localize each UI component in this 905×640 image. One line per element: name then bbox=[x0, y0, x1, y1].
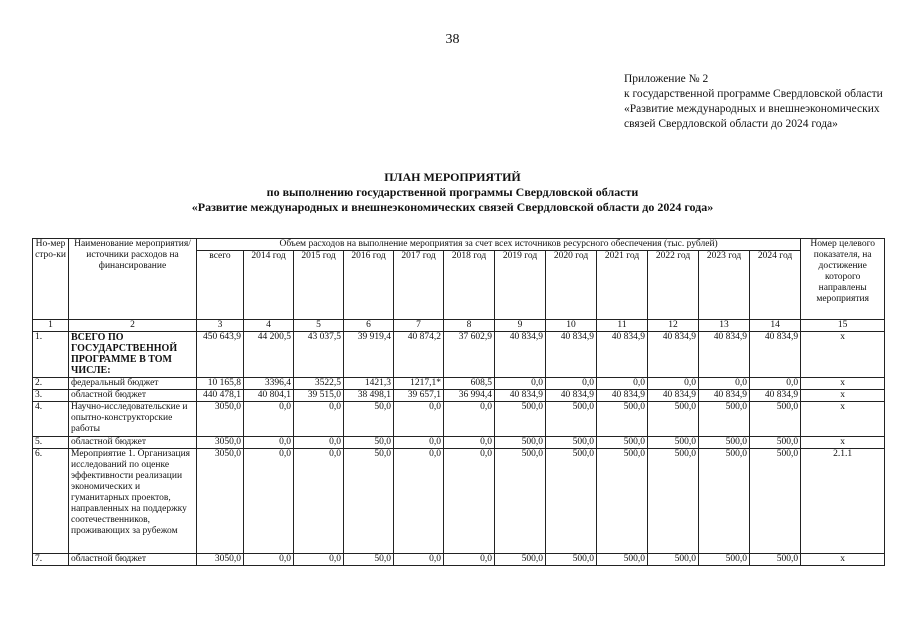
value-cell: 500,0 bbox=[648, 554, 699, 566]
value-cell: 40 834,9 bbox=[597, 332, 648, 378]
header-col: 2020 год bbox=[546, 251, 597, 320]
plan-table-body bbox=[33, 332, 885, 566]
value-cell: 1217,1* bbox=[394, 378, 444, 390]
column-number: 11 bbox=[597, 320, 648, 332]
value-cell: 500,0 bbox=[495, 402, 546, 437]
row-number: 7. bbox=[33, 554, 69, 566]
value-cell: 38 498,1 bbox=[344, 390, 394, 402]
value-cell: 39 515,0 bbox=[294, 390, 344, 402]
row-number: 4. bbox=[33, 402, 69, 437]
table-row bbox=[33, 332, 885, 378]
row-name: федеральный бюджет bbox=[69, 378, 197, 390]
header-col: 2023 год bbox=[699, 251, 750, 320]
header-col: 2018 год bbox=[444, 251, 495, 320]
value-cell: 500,0 bbox=[648, 449, 699, 554]
column-number: 13 bbox=[699, 320, 750, 332]
value-cell: 500,0 bbox=[750, 554, 801, 566]
value-cell: 0,0 bbox=[648, 378, 699, 390]
header-col: 2021 год bbox=[597, 251, 648, 320]
indicator-cell: 2.1.1 bbox=[801, 449, 885, 554]
appendix-line-2: к государственной программе Свердловской области «Развитие международных и внешнеэкономических связей Свердловской области до 2024 года» bbox=[624, 88, 883, 130]
value-cell: 40 834,9 bbox=[546, 390, 597, 402]
value-cell: 40 834,9 bbox=[597, 390, 648, 402]
value-cell: 0,0 bbox=[394, 402, 444, 437]
value-cell: 40 834,9 bbox=[495, 390, 546, 402]
column-numbers-row bbox=[33, 320, 885, 332]
value-cell: 0,0 bbox=[444, 554, 495, 566]
value-cell: 0,0 bbox=[244, 402, 294, 437]
appendix-line-1: Приложение № 2 bbox=[624, 73, 709, 85]
value-cell: 3050,0 bbox=[197, 402, 244, 437]
value-cell: 40 834,9 bbox=[648, 332, 699, 378]
header-col: 2017 год bbox=[394, 251, 444, 320]
column-number: 6 bbox=[344, 320, 394, 332]
column-number: 15 bbox=[801, 320, 885, 332]
value-cell: 0,0 bbox=[394, 437, 444, 449]
table-row bbox=[33, 378, 885, 390]
value-cell: 10 165,8 bbox=[197, 378, 244, 390]
column-number: 7 bbox=[394, 320, 444, 332]
indicator-cell: x bbox=[801, 554, 885, 566]
value-cell: 500,0 bbox=[750, 437, 801, 449]
column-number: 5 bbox=[294, 320, 344, 332]
table-row bbox=[33, 554, 885, 566]
value-cell: 500,0 bbox=[750, 449, 801, 554]
column-number: 10 bbox=[546, 320, 597, 332]
value-cell: 500,0 bbox=[648, 437, 699, 449]
value-cell: 500,0 bbox=[597, 402, 648, 437]
column-number: 14 bbox=[750, 320, 801, 332]
value-cell: 3050,0 bbox=[197, 449, 244, 554]
value-cell: 0,0 bbox=[394, 554, 444, 566]
value-cell: 0,0 bbox=[750, 378, 801, 390]
value-cell: 50,0 bbox=[344, 449, 394, 554]
value-cell: 500,0 bbox=[546, 437, 597, 449]
value-cell: 40 834,9 bbox=[699, 332, 750, 378]
value-cell: 500,0 bbox=[699, 554, 750, 566]
header-col: 2015 год bbox=[294, 251, 344, 320]
value-cell: 3522,5 bbox=[294, 378, 344, 390]
title-line-3: «Развитие международных и внешнеэкономических связей Свердловской области до 2024 года» bbox=[191, 200, 714, 214]
column-number: 12 bbox=[648, 320, 699, 332]
value-cell: 500,0 bbox=[597, 449, 648, 554]
column-number: 8 bbox=[444, 320, 495, 332]
row-name: ВСЕГО ПО ГОСУДАРСТВЕННОЙ ПРОГРАММЕ В ТОМ ЧИСЛЕ: bbox=[69, 332, 197, 378]
value-cell: 40 834,9 bbox=[750, 332, 801, 378]
value-cell: 3050,0 bbox=[197, 437, 244, 449]
value-cell: 500,0 bbox=[546, 554, 597, 566]
plan-table bbox=[32, 238, 885, 566]
value-cell: 40 834,9 bbox=[495, 332, 546, 378]
value-cell: 500,0 bbox=[597, 554, 648, 566]
header-name: Наименование мероприятия/ источники расходов на финансирование bbox=[69, 239, 197, 320]
row-number: 2. bbox=[33, 378, 69, 390]
row-name: областной бюджет bbox=[69, 554, 197, 566]
title-line-2: по выполнению государственной программы Свердловской области bbox=[266, 185, 639, 199]
row-number: 1. bbox=[33, 332, 69, 378]
value-cell: 3050,0 bbox=[197, 554, 244, 566]
value-cell: 450 643,9 bbox=[197, 332, 244, 378]
value-cell: 50,0 bbox=[344, 554, 394, 566]
value-cell: 0,0 bbox=[294, 402, 344, 437]
appendix-note bbox=[624, 72, 884, 132]
value-cell: 40 834,9 bbox=[750, 390, 801, 402]
table-row bbox=[33, 402, 885, 437]
value-cell: 37 602,9 bbox=[444, 332, 495, 378]
indicator-cell: x bbox=[801, 437, 885, 449]
header-volume: Объем расходов на выполнение мероприятия за счет всех источников ресурсного обеспечения (тыс. рублей) bbox=[197, 239, 801, 251]
value-cell: 500,0 bbox=[699, 437, 750, 449]
value-cell: 500,0 bbox=[546, 449, 597, 554]
value-cell: 1421,3 bbox=[344, 378, 394, 390]
value-cell: 0,0 bbox=[444, 437, 495, 449]
page-number: 38 bbox=[445, 32, 460, 47]
header-col: 2016 год bbox=[344, 251, 394, 320]
value-cell: 500,0 bbox=[750, 402, 801, 437]
row-number: 6. bbox=[33, 449, 69, 554]
header-row-number: Но-мер стро-ки bbox=[33, 239, 69, 320]
row-number: 5. bbox=[33, 437, 69, 449]
value-cell: 608,5 bbox=[444, 378, 495, 390]
value-cell: 0,0 bbox=[699, 378, 750, 390]
table-row bbox=[33, 437, 885, 449]
header-indicator: Номер целевого показателя, на достижение которого направлены мероприятия bbox=[801, 239, 885, 320]
row-name: Научно-исследовательские и опытно-конструкторские работы bbox=[69, 402, 197, 437]
value-cell: 500,0 bbox=[597, 437, 648, 449]
header-col: 2024 год bbox=[750, 251, 801, 320]
value-cell: 50,0 bbox=[344, 402, 394, 437]
value-cell: 0,0 bbox=[394, 449, 444, 554]
value-cell: 440 478,1 bbox=[197, 390, 244, 402]
value-cell: 500,0 bbox=[495, 437, 546, 449]
header-col: всего bbox=[197, 251, 244, 320]
value-cell: 39 919,4 bbox=[344, 332, 394, 378]
indicator-cell: x bbox=[801, 378, 885, 390]
value-cell: 50,0 bbox=[344, 437, 394, 449]
column-number: 3 bbox=[197, 320, 244, 332]
row-name: Мероприятие 1. Организация исследований по оценке эффективности реализации экономических и гуманитарных проектов, направленных на поддержку соотечественников, проживающих за рубежом bbox=[69, 449, 197, 554]
value-cell: 0,0 bbox=[294, 449, 344, 554]
value-cell: 3396,4 bbox=[244, 378, 294, 390]
indicator-cell: x bbox=[801, 332, 885, 378]
value-cell: 39 657,1 bbox=[394, 390, 444, 402]
title-line-1: ПЛАН МЕРОПРИЯТИЙ bbox=[384, 170, 521, 184]
plan-title bbox=[0, 170, 905, 215]
value-cell: 0,0 bbox=[495, 378, 546, 390]
table-row bbox=[33, 449, 885, 554]
value-cell: 40 874,2 bbox=[394, 332, 444, 378]
value-cell: 0,0 bbox=[444, 449, 495, 554]
value-cell: 500,0 bbox=[699, 402, 750, 437]
table-row bbox=[33, 390, 885, 402]
value-cell: 0,0 bbox=[294, 437, 344, 449]
value-cell: 500,0 bbox=[495, 449, 546, 554]
value-cell: 40 804,1 bbox=[244, 390, 294, 402]
column-number: 4 bbox=[244, 320, 294, 332]
row-name: областной бюджет bbox=[69, 390, 197, 402]
header-col: 2019 год bbox=[495, 251, 546, 320]
value-cell: 36 994,4 bbox=[444, 390, 495, 402]
value-cell: 500,0 bbox=[648, 402, 699, 437]
value-cell: 0,0 bbox=[244, 437, 294, 449]
column-number: 1 bbox=[33, 320, 69, 332]
value-cell: 44 200,5 bbox=[244, 332, 294, 378]
value-cell: 0,0 bbox=[244, 449, 294, 554]
header-col: 2022 год bbox=[648, 251, 699, 320]
indicator-cell: x bbox=[801, 402, 885, 437]
value-cell: 0,0 bbox=[444, 402, 495, 437]
value-cell: 500,0 bbox=[495, 554, 546, 566]
value-cell: 0,0 bbox=[546, 378, 597, 390]
column-number: 2 bbox=[69, 320, 197, 332]
row-name: областной бюджет bbox=[69, 437, 197, 449]
value-cell: 40 834,9 bbox=[699, 390, 750, 402]
value-cell: 40 834,9 bbox=[648, 390, 699, 402]
column-number: 9 bbox=[495, 320, 546, 332]
value-cell: 0,0 bbox=[294, 554, 344, 566]
row-number: 3. bbox=[33, 390, 69, 402]
value-cell: 40 834,9 bbox=[546, 332, 597, 378]
value-cell: 500,0 bbox=[699, 449, 750, 554]
value-cell: 0,0 bbox=[597, 378, 648, 390]
value-cell: 500,0 bbox=[546, 402, 597, 437]
indicator-cell: x bbox=[801, 390, 885, 402]
value-cell: 0,0 bbox=[244, 554, 294, 566]
value-cell: 43 037,5 bbox=[294, 332, 344, 378]
header-col: 2014 год bbox=[244, 251, 294, 320]
